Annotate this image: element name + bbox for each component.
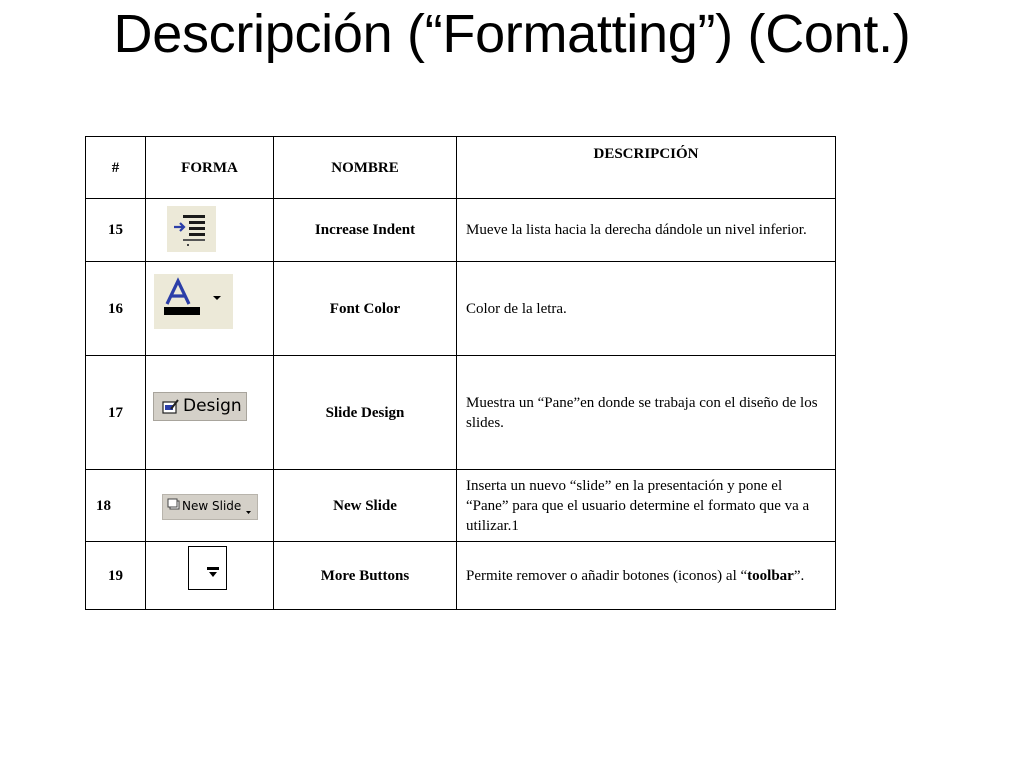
descripcion-text-bold: toolbar xyxy=(747,567,794,584)
new-slide-icon-label: New Slide xyxy=(182,499,242,513)
descripcion-cell: Color de la letra. xyxy=(457,262,836,356)
forma-cell xyxy=(146,262,274,356)
row-number: 19 xyxy=(86,542,146,610)
table-row xyxy=(86,199,836,262)
row-number: 15 xyxy=(86,199,146,262)
more-buttons-icon xyxy=(188,546,227,590)
nombre-cell: More Buttons xyxy=(274,542,457,610)
description-table xyxy=(85,136,836,610)
header-forma: FORMA xyxy=(146,137,274,199)
new-slide-icon xyxy=(162,494,258,520)
forma-cell xyxy=(146,199,274,262)
nombre-cell: Increase Indent xyxy=(274,199,457,262)
header-descripcion: DESCRIPCIÓN xyxy=(457,137,836,199)
table-row xyxy=(86,470,836,542)
row-number: 17 xyxy=(86,356,146,470)
font-color-icon xyxy=(154,274,233,329)
table-header-row xyxy=(86,137,836,199)
descripcion-cell: Muestra un “Pane”en donde se trabaja con el diseño de los slides. xyxy=(457,356,836,470)
descripcion-cell: Inserta un nuevo “slide” en la presentación y pone el “Pane” para que el usuario determine el formato que va a utilizar.1 xyxy=(457,470,836,542)
forma-cell xyxy=(146,470,274,542)
slide-design-icon-label: Design xyxy=(183,396,242,416)
slide-title: Descripción (“Formatting”) (Cont.) xyxy=(113,4,911,64)
descripcion-text-post: ”. xyxy=(793,567,805,584)
descripcion-cell: Mueve la lista hacia la derecha dándole un nivel inferior. xyxy=(457,199,836,262)
slide-design-icon xyxy=(153,392,247,421)
table-row xyxy=(86,356,836,470)
nombre-cell: Slide Design xyxy=(274,356,457,470)
table-row xyxy=(86,262,836,356)
header-nombre: NOMBRE xyxy=(274,137,457,199)
descripcion-text-pre: Permite remover o añadir botones (iconos) al “ xyxy=(466,567,748,584)
nombre-cell: New Slide xyxy=(274,470,457,542)
forma-cell xyxy=(146,542,274,610)
increase-indent-icon xyxy=(167,206,216,252)
descripcion-cell xyxy=(457,542,836,610)
forma-cell xyxy=(146,356,274,470)
row-number: 18 xyxy=(86,470,146,542)
nombre-cell: Font Color xyxy=(274,262,457,356)
row-number: 16 xyxy=(86,262,146,356)
header-num: # xyxy=(86,137,146,199)
table-row xyxy=(86,542,836,610)
